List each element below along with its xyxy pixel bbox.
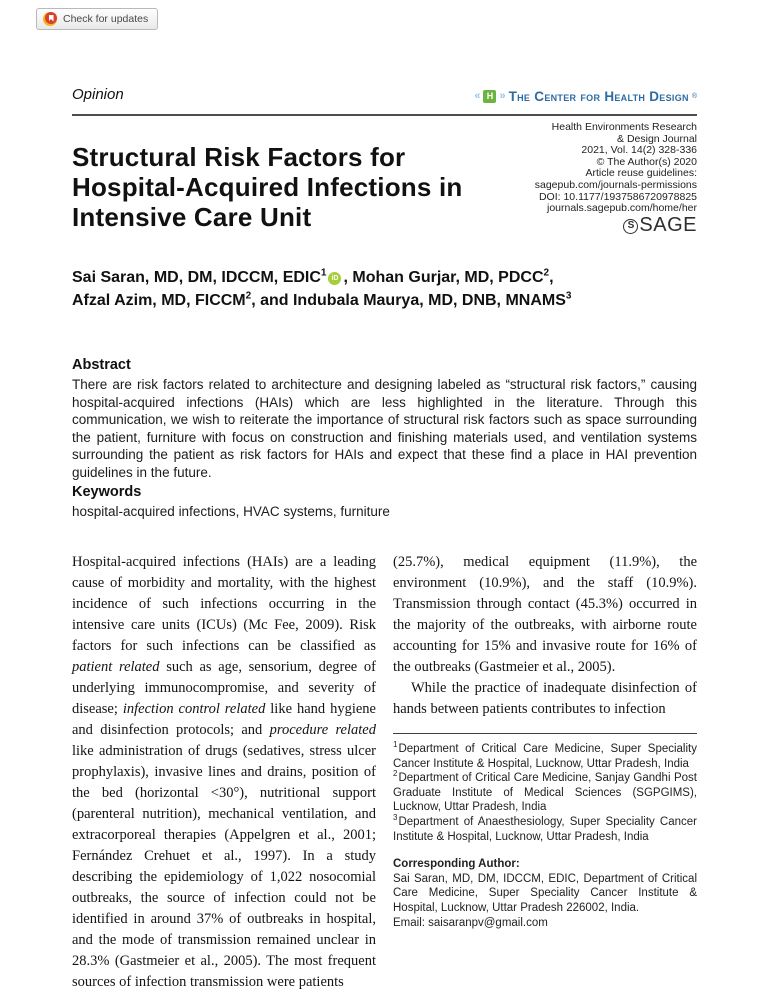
- author-3-name: Afzal Azim, MD, FICCM: [72, 292, 246, 309]
- body-p1-seg-4: like administration of drugs (sedatives, stress ulcer prophylaxis), invasive lines and drains, position of the bed (horizontal <30°), nutritional support (parenteral nutrition), mechanical ventilation, and extracorporeal therapies (Appelgren et al., 2001; Fernández Crehuet et al., 1997). In a study describing the epidemiology of 1,022 nosocomial outbreaks, the source of infection could not be identified in around 37% of outbreaks in hospital, and the mode of transmission remained unclear in 28.3% (Gastmeier et al., 2005). The most frequent sources of infection transmission were patients: [72, 743, 376, 990]
- registered-mark: ®: [691, 92, 697, 100]
- body-p1-italic-3: procedure related: [269, 722, 376, 738]
- author-line-1: [72, 266, 712, 289]
- body-p1-seg-1: Hospital-acquired infections (HAIs) are a leading cause of morbidity and mortality, with the highest incidence of such infections occurring in the intensive care units (ICUs) (Mc Fee, 2009). Risk factors for such infections can be classified as: [72, 554, 376, 654]
- corresponding-author-heading: Corresponding Author:: [393, 858, 520, 871]
- keywords-section: [72, 484, 697, 521]
- crossmark-icon: [43, 12, 57, 26]
- body-columns: [72, 552, 697, 993]
- author-2-affiliation-sup: 2: [543, 267, 550, 279]
- keywords-heading: Keywords: [72, 484, 142, 500]
- left-column: [72, 552, 376, 993]
- reuse-guidelines-line: Article reuse guidelines:: [585, 167, 697, 180]
- journal-name-line-1: Health Environments Research: [551, 121, 697, 133]
- footnote-1: [393, 742, 697, 771]
- corresponding-author-email[interactable]: Email: saisaranpv@gmail.com: [393, 916, 548, 929]
- journal-name-line-2: & Design Journal: [617, 132, 697, 145]
- author-list: [72, 266, 712, 312]
- author-line-2: [72, 289, 712, 312]
- journal-volume-line: 2021, Vol. 14(2) 328-336: [581, 144, 697, 157]
- footnote-2: [393, 771, 697, 815]
- body-p1-seg-2: such as age, sensorium, degree of underlying immunocompromise, and severity of disease;: [72, 659, 376, 717]
- author-4-affiliation-sup: 3: [565, 290, 572, 302]
- corresponding-author-address: Sai Saran, MD, DM, IDCCM, EDIC, Department of Critical Care Medicine, Super Speciality Cancer Institute & Hospital, Lucknow, Uttar Pradesh 226002, India.: [393, 872, 697, 914]
- page-header: [72, 86, 697, 104]
- body-p1-italic-2: infection control related: [122, 701, 266, 717]
- footnote-2-number: 2: [393, 769, 398, 779]
- author-3-affiliation-sup: 2: [245, 290, 252, 302]
- logo-left-bracket-icon: «: [474, 90, 481, 102]
- sage-wordmark: SAGE: [639, 214, 697, 237]
- footnote-2-text: Department of Critical Care Medicine, Sanjay Gandhi Post Graduate Institute of Medical Sciences (SGPGIMS), Lucknow, Uttar Pradesh, India: [393, 772, 697, 814]
- title-line-3: Intensive Care Unit: [72, 202, 312, 232]
- author-2-name: , Mohan Gurjar, MD, PDCC: [343, 269, 544, 286]
- body-paragraph-1: [72, 552, 376, 993]
- abstract-section: [72, 357, 697, 482]
- check-for-updates-label: Check for updates: [63, 13, 149, 25]
- health-design-h-icon: H: [483, 90, 496, 103]
- abstract-text: There are risk factors related to architecture and designing labeled as “structural risk factors,” causing hospital-acquired infections (HAIs) which are less highlighted in the literature. Through this communication, we wish to reiterate the importance of structural risk factors such as space surrounding the patient, furniture with focus on construction and finishing materials used, and ventilation systems surrounding the patient as risk factors for HAIs and expect that these find a place in HAI prevention guidelines in the future.: [72, 377, 697, 480]
- journal-home-link[interactable]: journals.sagepub.com/home/her: [546, 202, 697, 215]
- crossmark-inner-circle: [45, 12, 57, 24]
- author-1-name: Sai Saran, MD, DM, IDCCM, EDIC: [72, 269, 321, 286]
- org-name: The Center for Health Design: [508, 88, 689, 104]
- check-for-updates-button[interactable]: [36, 8, 158, 30]
- article-type-label: Opinion: [72, 86, 124, 103]
- journal-info-block: [397, 121, 697, 237]
- author-4-name: , and Indubala Maurya, MD, DNB, MNAMS: [251, 292, 566, 309]
- header-divider: [72, 114, 697, 116]
- keywords-text: hospital-acquired infections, HVAC systems, furniture: [72, 504, 390, 519]
- copyright-line: © The Author(s) 2020: [596, 155, 697, 168]
- sage-s-circle-icon: S: [623, 219, 638, 234]
- body-p1-italic-1: patient related: [72, 659, 160, 675]
- footnote-1-number: 1: [393, 740, 398, 750]
- affiliation-footnotes: [393, 733, 697, 844]
- body-paragraph-2: While the practice of inadequate disinfection of hands between patients contributes to infection: [393, 680, 697, 717]
- body-p1-seg-3: like hand hygiene and disinfection protocols; and: [72, 701, 376, 738]
- footnote-3-text: Department of Anaesthesiology, Super Speciality Cancer Institute & Hospital, Lucknow, Uttar Pradesh, India: [393, 815, 697, 843]
- doi-link[interactable]: DOI: 10.1177/1937586720978825: [538, 190, 697, 203]
- orcid-icon[interactable]: iD: [328, 272, 341, 285]
- author-1-affiliation-sup: 1: [320, 267, 327, 279]
- body-paragraph-1-continued: (25.7%), medical equipment (11.9%), the environment (10.9%), and the staff (10.9%). Transmission through contact (45.3%) occurred in the majority of the outbreaks, with airborne route accounting for 15% and invasive route for 16% of the outbreaks (Gastmeier et al., 2005).: [393, 554, 697, 675]
- title-line-2: Hospital-Acquired Infections in: [72, 172, 463, 202]
- title-line-1: Structural Risk Factors for: [72, 142, 406, 172]
- permissions-link[interactable]: sagepub.com/journals-permissions: [534, 178, 697, 191]
- center-for-health-design-logo: [474, 89, 697, 104]
- footnote-1-text: Department of Critical Care Medicine, Super Speciality Cancer Institute & Hospital, Lucknow, Uttar Pradesh, India: [393, 743, 697, 770]
- right-column: [393, 552, 697, 993]
- corresponding-author-block: [393, 857, 697, 930]
- abstract-heading: Abstract: [72, 357, 131, 373]
- sage-logo: [397, 214, 697, 237]
- logo-right-bracket-icon: »: [499, 90, 506, 102]
- footnote-3: [393, 815, 697, 844]
- author-line-1-comma: ,: [549, 269, 554, 286]
- crossmark-bookmark-glyph: [49, 15, 54, 22]
- footnote-3-number: 3: [393, 813, 398, 823]
